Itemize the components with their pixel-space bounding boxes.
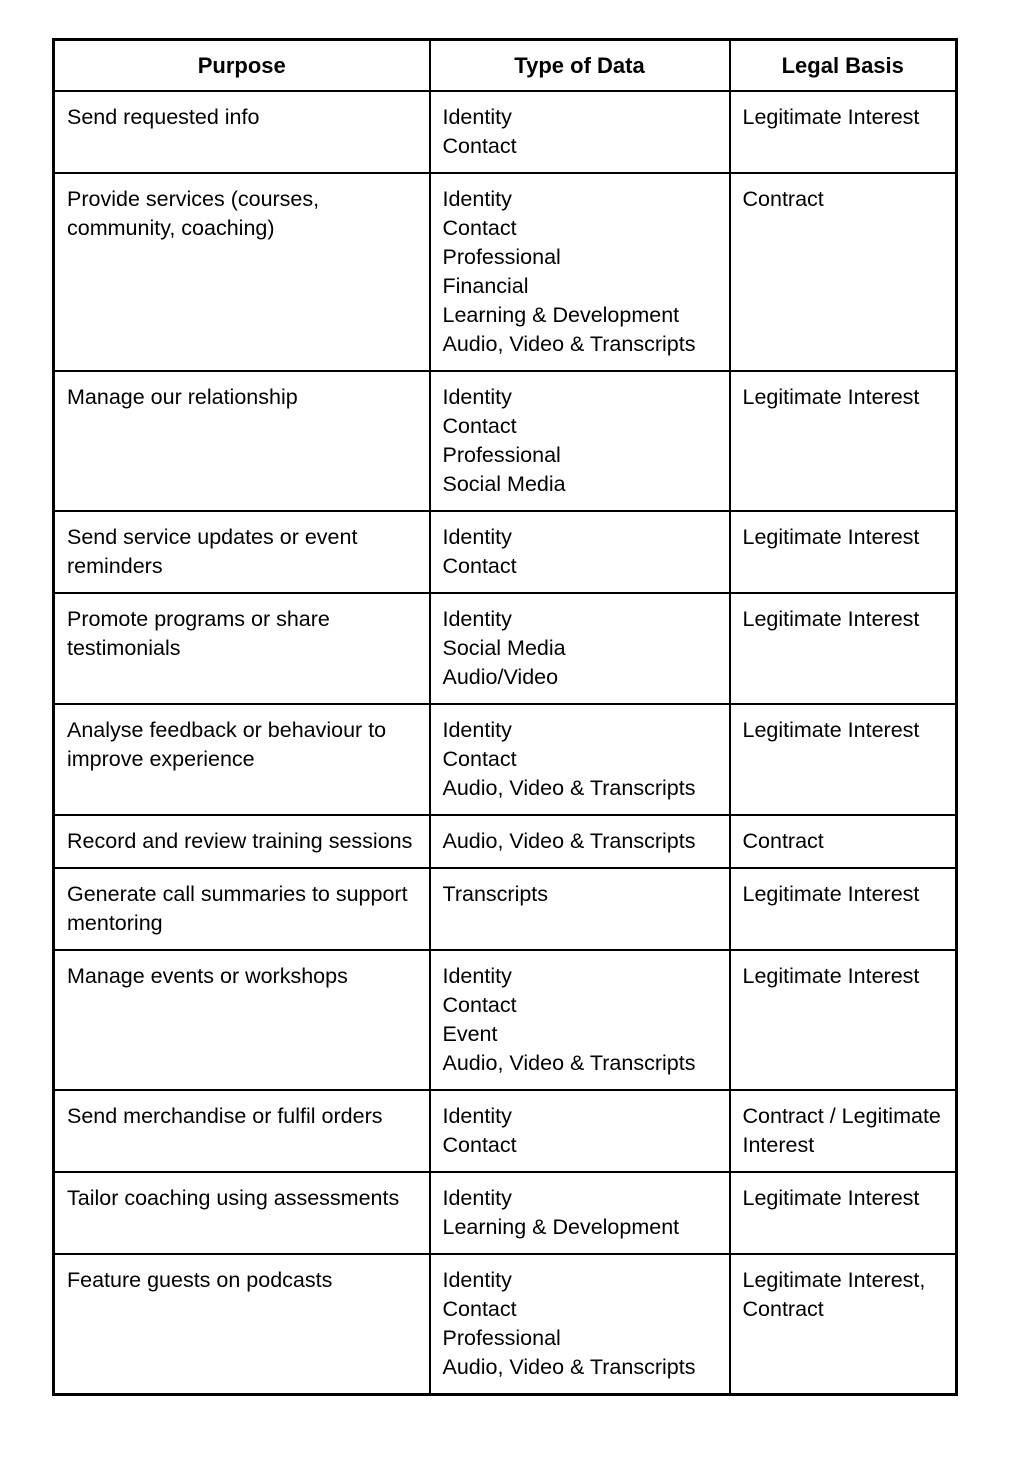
legal-basis-cell: Legitimate Interest — [730, 371, 957, 511]
legal-basis-cell: Legitimate Interest — [730, 868, 957, 950]
purpose-cell: Feature guests on podcasts — [54, 1254, 430, 1395]
column-header-type-of-data: Type of Data — [430, 40, 730, 92]
legal-basis-cell: Contract — [730, 815, 957, 868]
column-header-purpose: Purpose — [54, 40, 430, 92]
data-type-line: Audio/Video — [442, 665, 559, 689]
data-type-line: Identity — [442, 718, 512, 742]
data-type-line: Audio, Video & Transcripts — [442, 776, 696, 800]
data-type-line: Identity — [442, 105, 512, 129]
data-type-line: Transcripts — [442, 882, 549, 906]
document-page — [52, 38, 955, 1396]
type-of-data-cell — [430, 371, 730, 511]
legal-basis-cell: Contract — [730, 173, 957, 371]
data-type-line: Learning & Development — [442, 1215, 680, 1239]
purpose-cell: Promote programs or share testimonials — [54, 593, 430, 704]
data-type-line: Identity — [442, 1104, 512, 1128]
legal-basis-cell: Legitimate Interest — [730, 1172, 957, 1254]
type-of-data-cell — [430, 1090, 730, 1172]
table-row — [54, 815, 957, 868]
purpose-cell: Send requested info — [54, 91, 430, 173]
table-row — [54, 704, 957, 815]
purpose-cell: Manage our relationship — [54, 371, 430, 511]
data-type-line: Identity — [442, 385, 512, 409]
data-type-line: Contact — [442, 1133, 517, 1157]
data-type-line: Identity — [442, 1186, 512, 1210]
type-of-data-cell — [430, 950, 730, 1090]
table-row — [54, 511, 957, 593]
legal-basis-cell: Legitimate Interest — [730, 91, 957, 173]
table-row — [54, 1090, 957, 1172]
type-of-data-cell — [430, 1254, 730, 1395]
data-type-line: Contact — [442, 216, 517, 240]
purpose-cell: Generate call summaries to support mentoring — [54, 868, 430, 950]
legal-basis-cell: Legitimate Interest — [730, 511, 957, 593]
table-row — [54, 1254, 957, 1395]
purpose-cell: Record and review training sessions — [54, 815, 430, 868]
data-type-line: Professional — [442, 443, 561, 467]
data-type-line: Financial — [442, 274, 529, 298]
data-type-line: Identity — [442, 187, 512, 211]
table-row — [54, 91, 957, 173]
data-type-line: Audio, Video & Transcripts — [442, 829, 696, 853]
data-type-line: Social Media — [442, 472, 566, 496]
data-type-line: Contact — [442, 1297, 517, 1321]
table-row — [54, 593, 957, 704]
type-of-data-cell — [430, 815, 730, 868]
column-header-legal-basis: Legal Basis — [730, 40, 957, 92]
purpose-cell: Send merchandise or fulfil orders — [54, 1090, 430, 1172]
table-row — [54, 950, 957, 1090]
data-type-line: Social Media — [442, 636, 566, 660]
legal-basis-cell: Contract / Legitimate Interest — [730, 1090, 957, 1172]
data-type-line: Contact — [442, 747, 517, 771]
purpose-cell: Send service updates or event reminders — [54, 511, 430, 593]
legal-basis-cell: Legitimate Interest — [730, 593, 957, 704]
data-type-line: Identity — [442, 607, 512, 631]
data-type-line: Learning & Development — [442, 303, 680, 327]
type-of-data-cell — [430, 593, 730, 704]
data-type-line: Contact — [442, 554, 517, 578]
table-row — [54, 1172, 957, 1254]
purpose-cell: Analyse feedback or behaviour to improve experience — [54, 704, 430, 815]
data-type-line: Contact — [442, 993, 517, 1017]
purpose-cell: Provide services (courses, community, coaching) — [54, 173, 430, 371]
data-type-line: Identity — [442, 964, 512, 988]
table-body — [54, 91, 957, 1395]
data-type-line: Professional — [442, 245, 561, 269]
data-processing-table — [52, 38, 958, 1396]
table-row — [54, 371, 957, 511]
type-of-data-cell — [430, 868, 730, 950]
type-of-data-cell — [430, 173, 730, 371]
data-type-line: Audio, Video & Transcripts — [442, 332, 696, 356]
legal-basis-cell: Legitimate Interest — [730, 950, 957, 1090]
type-of-data-cell — [430, 511, 730, 593]
data-type-line: Audio, Video & Transcripts — [442, 1355, 696, 1379]
data-type-line: Identity — [442, 525, 512, 549]
data-type-line: Event — [442, 1022, 498, 1046]
data-type-line: Contact — [442, 414, 517, 438]
data-type-line: Professional — [442, 1326, 561, 1350]
type-of-data-cell — [430, 91, 730, 173]
type-of-data-cell — [430, 1172, 730, 1254]
purpose-cell: Manage events or workshops — [54, 950, 430, 1090]
data-type-line: Contact — [442, 134, 517, 158]
legal-basis-cell: Legitimate Interest, Contract — [730, 1254, 957, 1395]
legal-basis-cell: Legitimate Interest — [730, 704, 957, 815]
table-header-row — [54, 40, 957, 92]
type-of-data-cell — [430, 704, 730, 815]
data-type-line: Audio, Video & Transcripts — [442, 1051, 696, 1075]
table-row — [54, 173, 957, 371]
purpose-cell: Tailor coaching using assessments — [54, 1172, 430, 1254]
table-row — [54, 868, 957, 950]
data-type-line: Identity — [442, 1268, 512, 1292]
